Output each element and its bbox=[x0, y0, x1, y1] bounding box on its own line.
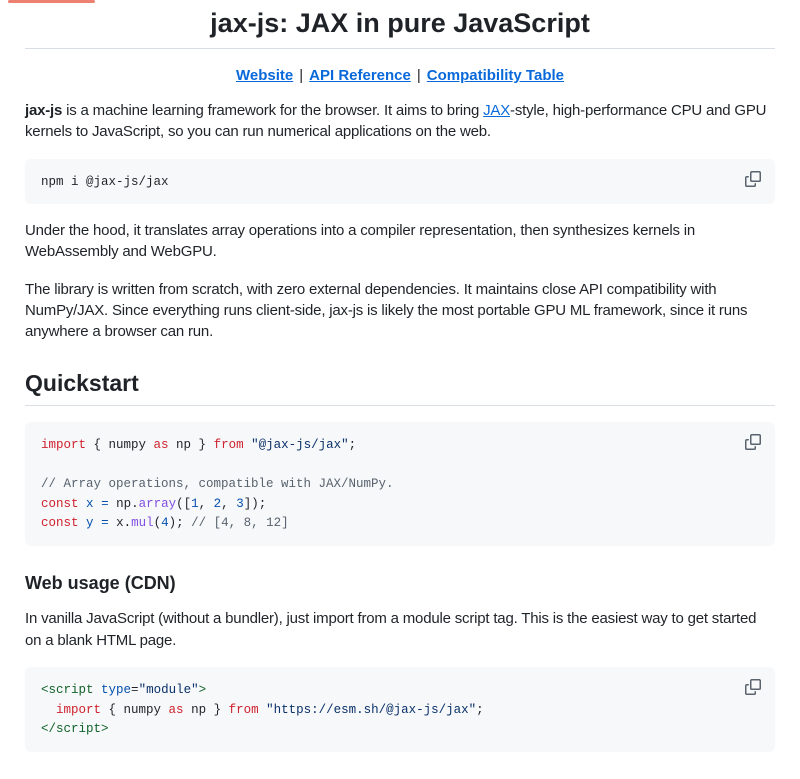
copy-icon bbox=[745, 434, 761, 450]
intro-text-after-link: -style, high-performance CPU and GPU kernels to JavaScript, so you can run numerical applications on the web. bbox=[25, 102, 767, 141]
intro-paragraph bbox=[25, 100, 775, 143]
copy-icon bbox=[745, 679, 761, 695]
link-compatibility-table[interactable]: Compatibility Table bbox=[426, 67, 564, 85]
top-progress-bar bbox=[8, 0, 95, 3]
copy-button[interactable] bbox=[741, 675, 765, 699]
paragraph-under-the-hood: Under the hood, it translates array operations into a compiler representation, then synthesizes kernels in WebAssembly and WebGPU. bbox=[25, 222, 696, 261]
install-code: npm i @jax-js/jax bbox=[25, 159, 775, 205]
section-heading-web-usage: Web usage (CDN) bbox=[25, 572, 176, 593]
section-heading-quickstart: Quickstart bbox=[25, 369, 775, 407]
cdn-code: <script type="module"> import { numpy as np } from "https://esm.sh/@jax-js/jax"; </script> bbox=[25, 667, 775, 752]
page-title: jax-js: JAX in pure JavaScript bbox=[25, 6, 775, 49]
copy-button[interactable] bbox=[741, 430, 765, 454]
nav-separator: | bbox=[416, 67, 421, 85]
copy-icon bbox=[745, 171, 761, 187]
copy-button[interactable] bbox=[741, 167, 765, 191]
intro-bold-name: jax-js bbox=[25, 102, 63, 120]
link-website[interactable]: Website bbox=[235, 67, 294, 85]
code-block-quickstart bbox=[25, 422, 775, 546]
nav-separator: | bbox=[299, 67, 304, 85]
nav-links bbox=[25, 67, 775, 84]
code-block-cdn bbox=[25, 667, 775, 752]
quickstart-code: import { numpy as np } from "@jax-js/jax"; // Array operations, compatible with JAX/NumPy. const x = np.array([1, 2, 3]); const y = x.mul(4); // [4, 8, 12] bbox=[25, 422, 775, 546]
paragraph-web-usage: In vanilla JavaScript (without a bundler), just import from a module script tag. This is the easiest way to get started on a blank HTML page. bbox=[25, 610, 757, 649]
intro-text-before-link: is a machine learning framework for the browser. It aims to bring bbox=[62, 102, 484, 120]
link-api-reference[interactable]: API Reference bbox=[309, 67, 411, 85]
link-jax[interactable]: JAX bbox=[483, 102, 511, 120]
code-block-install bbox=[25, 159, 775, 205]
paragraph-library-portability: The library is written from scratch, with zero external dependencies. It maintains close API compatibility with NumPy/JAX. Since everything runs client-side, jax-js is likely the most portable GPU ML framework, since it runs anywhere a browser can run. bbox=[25, 280, 748, 341]
